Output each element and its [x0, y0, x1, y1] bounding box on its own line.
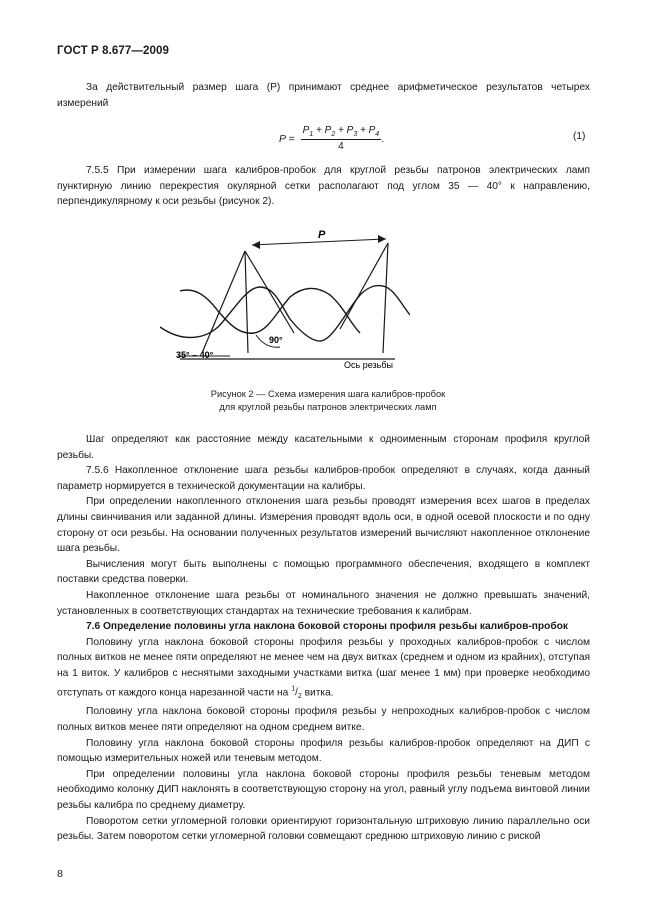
- tangent-line-left-3: [245, 251, 294, 333]
- formula-1: P = $\frac{P_1 + P_2 + P_3 + P_4}{4}$ .: [279, 125, 385, 152]
- paragraph-7-6-1: Половину угла наклона боковой стороны профиля резьбы у проходных калибров-пробок с числом полных витков не менее пяти определяют не менее чем на двух витках (среднем и одном из крайних), отступая на 1 виток. У калибров с неснятыми заходными участками витка (шаг менее 1 мм) при проверке необходимо отступать от каждого конца нарезанной части на $^1/_2$ витка.: [57, 636, 590, 700]
- intro-paragraph: [57, 80, 590, 111]
- paragraph-7-5-6: 7.5.6 Накопленное отклонение шага резьбы калибров-пробок определяют в случаях, когда данный параметр нормируется в технической документации на калибры.: [57, 465, 590, 492]
- formula-numerator: $P_1 + P_2 + P_3 + P_4$: [302, 125, 380, 138]
- tangent-line-left-2: [245, 251, 248, 353]
- paragraph: Вычисления могут быть выполнены с помощью программного обеспечения, входящего в комплект поставки средства поверки.: [57, 558, 590, 586]
- perpendicular-line: [383, 243, 388, 353]
- paragraph: Поворотом сетки угломерной головки ориентируют горизонтальную штриховую линию параллельно оси резьбы. Затем поворотом сетки угломерной головки совмещают среднюю штриховую линию с риской: [57, 815, 590, 843]
- paragraph-7-5-5: [57, 163, 590, 210]
- right-angle-label: 90°: [269, 335, 283, 345]
- axis-label: Ось резьбы: [344, 360, 393, 370]
- pitch-arrow-left: [252, 241, 260, 249]
- paragraph: При определении половины угла наклона боковой стороны профиля резьбы теневым методом необходимо колонку ДИП наклонять в соответствующую сторону на угол, равный углу подъема винтовой линии резьбы калибра по среднему диаметру.: [57, 768, 590, 811]
- thread-profile-curve: [160, 286, 410, 341]
- paragraph: Шаг определяют как расстояние между касательными к одноименным сторонам профиля круглой резьбы.: [57, 434, 590, 461]
- section-heading-7-6: 7.6 Определение половины угла наклона боковой стороны профиля резьбы калибров-пробок: [86, 621, 568, 633]
- formula-number: (1): [573, 131, 586, 142]
- caption-line-2: для круглой резьбы патронов электрических ламп: [219, 402, 437, 412]
- caption-line-1: Рисунок 2 — Схема измерения шага калибров-пробок: [210, 389, 446, 399]
- paragraph: Накопленное отклонение шага резьбы от номинального значения не должно превышать значений, установленных в соответствующих стандартах на технические требования к калибрам.: [57, 589, 590, 617]
- pitch-label: P: [318, 229, 326, 241]
- paragraph: Половину угла наклона боковой стороны профиля резьбы у непроходных калибров-пробок с числом полных витков менее пяти определяют на одном среднем витке.: [57, 706, 590, 734]
- figure-caption: [140, 388, 516, 414]
- paragraph: При определении накопленного отклонения шага резьбы проводят измерения всех шагов в пределах длины свинчивания или заданной длины. Измерения проводят вдоль оси, в одной осевой плоскости и по одну сторону от оси резьбы. На основании полученных результатов измерений вычисляют накопленное отклонение шага резьбы.: [57, 496, 590, 555]
- paragraph: Половину угла наклона боковой стороны профиля резьбы калибров-пробок определяют на ДИП с помощью измерительных ножей или теневым методом.: [57, 737, 590, 765]
- thread-pitch-diagram: [160, 225, 410, 375]
- angle-range-label: 35° – 40°: [176, 350, 214, 360]
- paragraph-text: 7.5.5 При измерении шага калибров-пробок для круглой резьбы патронов электрических ламп пунктирную линию перекрестия окулярной сетки располагают под углом 35 — 40° к направлению, перпендикулярному к оси резьбы (рисунок 2).: [57, 165, 590, 208]
- thread-profile-curve-2: [180, 288, 360, 333]
- main-body: [57, 432, 590, 845]
- formula-fraction: [301, 125, 382, 152]
- fraction-one-half: $^1/_2$: [291, 685, 302, 700]
- intro-text: За действительный размер шага (Р) принимают среднее арифметическое результатов четырех измерений: [57, 82, 590, 109]
- formula-denominator: 4: [338, 141, 344, 152]
- document-header: ГОСТ Р 8.677—2009: [57, 45, 169, 57]
- page-number: 8: [57, 868, 63, 880]
- pitch-arrow-right: [378, 235, 386, 243]
- formula-lhs: P =: [279, 132, 295, 145]
